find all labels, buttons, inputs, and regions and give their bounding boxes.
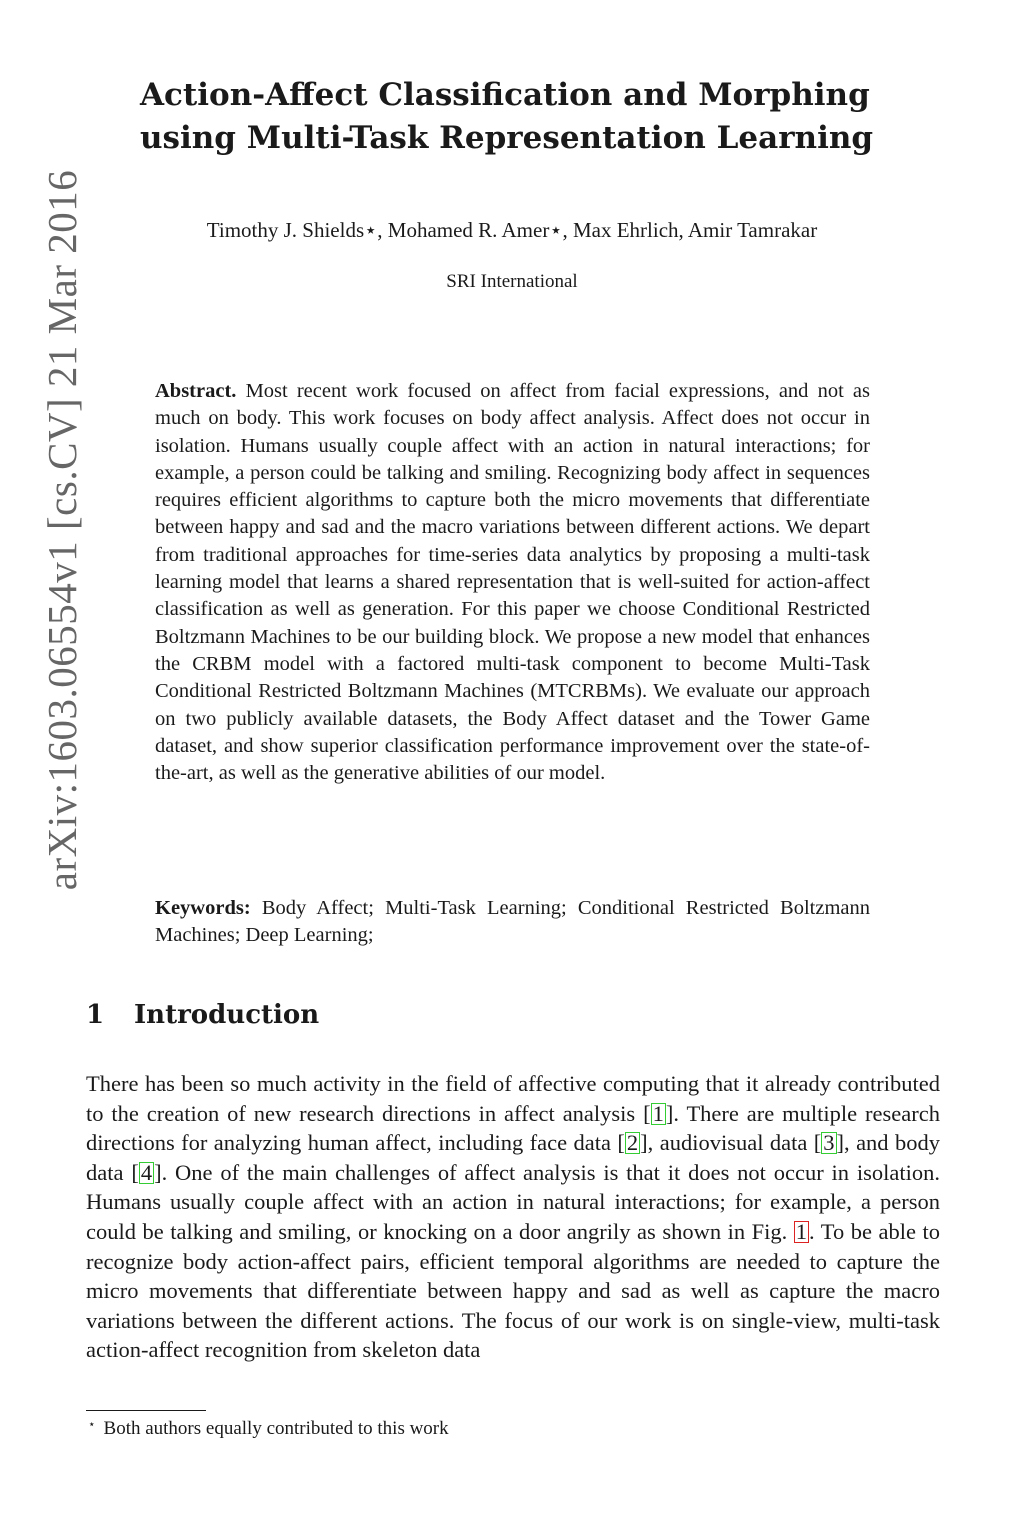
abstract [155,378,870,787]
citation-link[interactable]: 1 [652,1100,664,1126]
title-line-2: using Multi-Task Representation Learning [140,120,874,156]
affiliation: SRI International [446,271,578,292]
keywords [155,895,870,950]
arxiv-identifier[interactable]: arXiv:1603.06554v1 [cs.CV] 21 Mar 2016 [39,169,85,891]
abstract-text: Most recent work focused on affect from facial expressions, and not as much on body. This work focuses on body affect analysis. Affect does not occur in isolation. Humans usually couple affect with an action in natural interactions; for example, a person could be talking and smiling. Recognizing body affect in sequences requires efficient algorithms to capture both the micro movements that differentiate between happy and sad and the macro variations between different actions. We depart from traditional approaches for time-series data analytics by proposing a multi-task learning model that learns a shared representation that is well-suited for action-affect classification as well as generation. For this paper we choose Conditional Restricted Boltzmann Machines to be our building block. We propose a new model that enhances the CRBM model with a factored multi-task component to become Multi-Task Conditional Restricted Boltzmann Machines (MTCRBMs). We evaluate our approach on two publicly available datasets, the Body Affect dataset and the Tower Game dataset, and show superior classification performance improvement over the state-of-the-art, as well as the generative abilities of our model. [155,380,870,785]
intro-text: , audiovisual data [647,1130,814,1156]
section-title: Introduction [134,1000,320,1030]
citation-link[interactable]: 4 [140,1159,153,1185]
keywords-text: Body Affect; Multi-Task Learning; Conditional Restricted Boltzmann Machines; Deep Learning; [155,897,871,947]
citation-link[interactable]: 3 [823,1130,835,1156]
intro-text: . One of the main challenges of affect analysis is that it does not occur in isolation. Humans usually couple affect with an action in natural interactions; for example, a person could be talking and smiling, or knocking on a door angrily as shown in Fig. [86,1159,940,1244]
footnote-rule [86,1410,206,1411]
introduction-paragraph: There has been so much activity in the field of affective computing that it already contributed to the creation of new research directions in affect analysis [1]. There are multiple research directions for analyzing human affect, including face data [2], audiovisual data [3], and body data [4]. One of the main challenges of affect analysis is that it does not occur in isolation. Humans usually couple affect with an action in natural interactions; for example, a person could be talking and smiling, or knocking on a door angrily as shown in Fig. 1. To be able to recognize body action-affect pairs, efficient temporal algorithms are needed to capture the micro movements that differentiate between happy and sad as well as capture the macro variations between the different actions. The focus of our work is on single-view, multi-task action-affect recognition from skeleton data [86,1071,940,1363]
title-line-1: Action-Affect Classification and Morphing [140,77,870,113]
footnote [88,1417,449,1440]
section-heading-introduction [86,1000,319,1030]
intro-text: . To be able to recognize body action-affect pairs, efficient temporal algorithms are needed to capture the micro movements that differentiate between happy and sad as well as capture the macro variations between the different actions. The focus of our work is on single-view, multi-task action-affect recognition from skeleton data [86,1218,940,1363]
intro-text: There has been so much activity in the field of affective computing that it already contributed to the creation of new research directions in affect analysis [86,1071,940,1126]
abstract-label: Abstract. [155,380,237,402]
footnote-mark: ⋆ [88,1417,96,1431]
citation-link[interactable]: 2 [626,1130,639,1156]
footnote-text: Both authors equally contributed to this work [103,1418,449,1439]
author-list: Timothy J. Shields⋆, Mohamed R. Amer⋆, Max Ehrlich, Amir Tamrakar [206,218,818,242]
section-number: 1 [86,1000,105,1030]
intro-text: . There are multiple research directions for analyzing human affect, including face data [86,1100,940,1156]
intro-text: , and body data [86,1130,940,1185]
keywords-label: Keywords: [155,897,251,919]
paper-title [140,74,890,160]
figure-reference-link[interactable]: 1 [795,1218,808,1244]
